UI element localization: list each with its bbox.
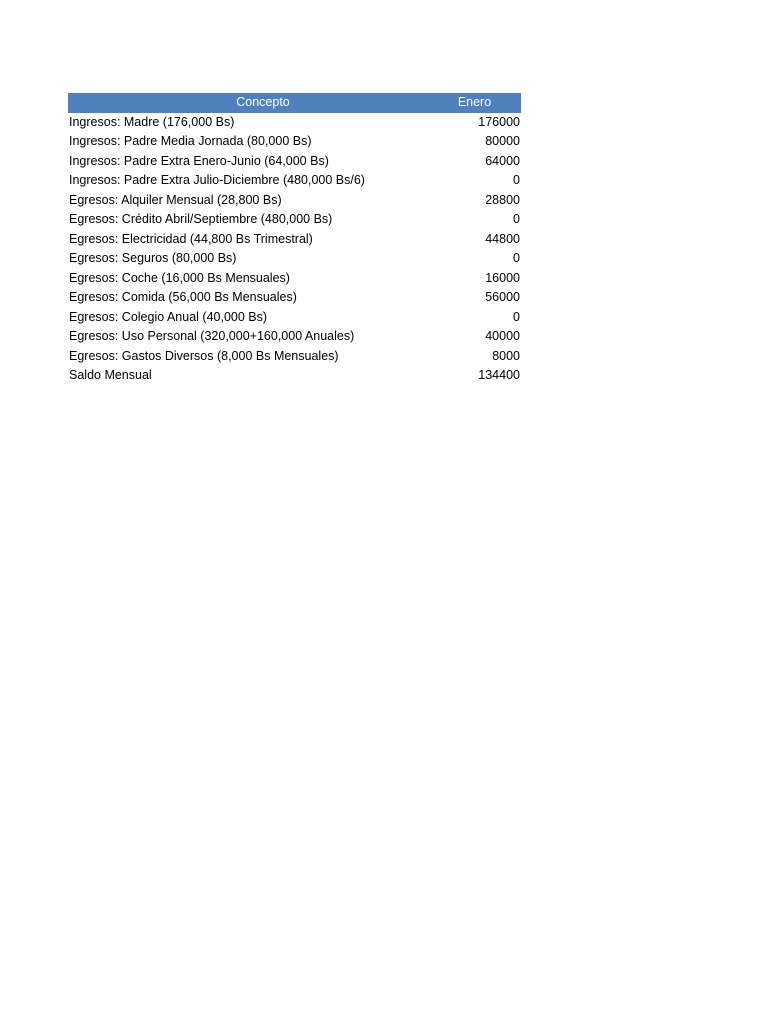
table-row <box>68 191 521 211</box>
cell-concepto: Ingresos: Padre Media Jornada (80,000 Bs) <box>69 134 312 148</box>
cell-enero: 40000 <box>485 329 520 343</box>
cell-enero: 176000 <box>478 114 520 129</box>
cell-concepto: Ingresos: Madre (176,000 Bs) <box>69 114 235 129</box>
table-row <box>68 230 521 250</box>
cell-enero: 0 <box>513 309 520 324</box>
header-enero: Enero <box>457 95 492 109</box>
header-concepto: Concepto <box>236 95 290 109</box>
cell-enero: 28800 <box>485 192 520 207</box>
table-row <box>68 288 521 308</box>
table-row <box>68 132 521 152</box>
table-header-row <box>68 93 521 113</box>
budget-table <box>68 93 521 386</box>
cell-concepto: Egresos: Seguros (80,000 Bs) <box>69 251 237 265</box>
cell-enero: 0 <box>513 212 520 226</box>
table-row <box>68 152 521 172</box>
cell-enero: 0 <box>513 173 520 187</box>
cell-concepto: Egresos: Comida (56,000 Bs Mensuales) <box>69 290 297 304</box>
table-row <box>68 269 521 289</box>
cell-enero: 16000 <box>485 270 520 285</box>
cell-concepto: Egresos: Coche (16,000 Bs Mensuales) <box>69 270 290 285</box>
table-row <box>68 249 521 269</box>
cell-concepto: Ingresos: Padre Extra Enero-Junio (64,000 Bs) <box>69 153 329 168</box>
table-row <box>68 347 521 367</box>
cell-concepto: Ingresos: Padre Extra Julio-Diciembre (480,000 Bs/6) <box>69 173 365 187</box>
cell-concepto: Saldo Mensual <box>69 368 152 382</box>
table-row <box>68 327 521 347</box>
cell-concepto: Egresos: Uso Personal (320,000+160,000 Anuales) <box>69 329 355 343</box>
table-row <box>68 113 521 133</box>
cell-concepto: Egresos: Alquiler Mensual (28,800 Bs) <box>69 192 282 207</box>
cell-concepto: Egresos: Electricidad (44,800 Bs Trimestral) <box>69 231 313 246</box>
cell-enero: 56000 <box>485 290 520 304</box>
cell-enero: 64000 <box>485 153 520 168</box>
cell-enero: 134400 <box>478 368 520 382</box>
table-row <box>68 308 521 328</box>
table-row <box>68 210 521 230</box>
cell-concepto: Egresos: Crédito Abril/Septiembre (480,000 Bs) <box>69 212 333 226</box>
table-row <box>68 366 521 386</box>
cell-enero: 8000 <box>492 348 520 363</box>
cell-enero: 80000 <box>485 134 520 148</box>
table-row <box>68 171 521 191</box>
cell-concepto: Egresos: Colegio Anual (40,000 Bs) <box>69 309 268 324</box>
cell-enero: 44800 <box>485 231 520 246</box>
cell-concepto: Egresos: Gastos Diversos (8,000 Bs Mensuales) <box>69 348 339 363</box>
cell-enero: 0 <box>513 251 520 265</box>
